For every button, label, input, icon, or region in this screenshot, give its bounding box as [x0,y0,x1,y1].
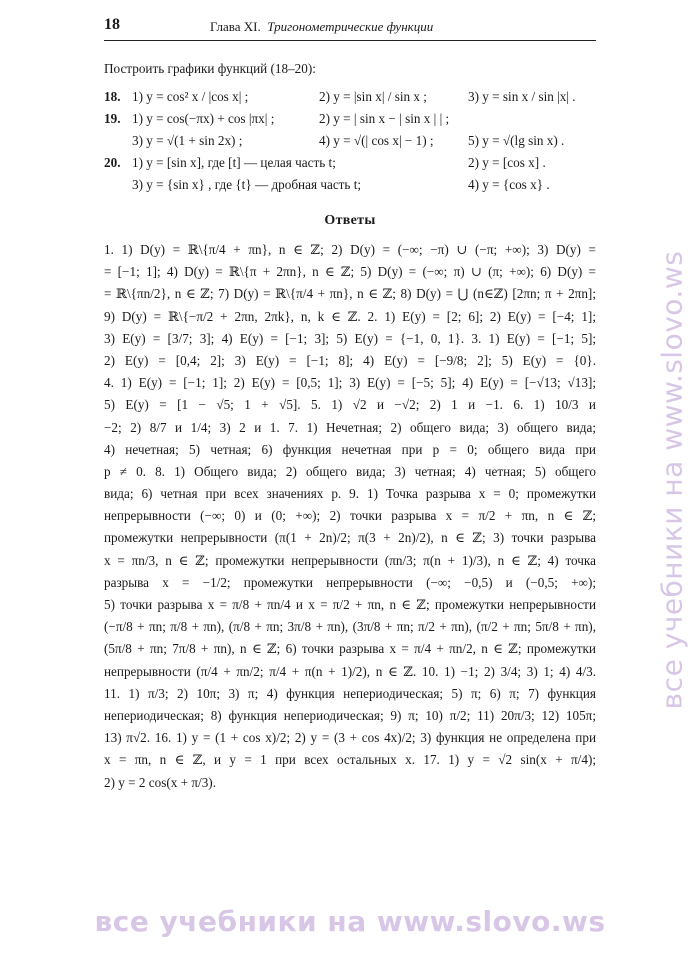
problem-item: 3) y = sin x / sin |x| . [468,88,576,104]
problem-item: 1) y = cos² x / |cos x| ; [132,88,249,104]
answer-line: вида; 6) четная при всех значениях p. 9. 1) Точка разрыва x = 0; промежутки [104,486,596,502]
answer-line: 11. 1) π/3; 2) 10π; 3) π; 4) функция непериодическая; 5) π; 6) π; 7) функция [104,685,596,701]
page-number: 18 [104,16,120,33]
problem-item: 2) y = | sin x − | sin x | | ; [319,110,450,126]
answers-heading: Ответы [324,212,376,228]
answer-line: непрерывности (−∞; 0) и (0; +∞); 2) точки разрыва x = π/2 + πn, n ∈ ℤ; [104,508,596,524]
side-watermark-text: все учебники на www.slovo.ws [655,250,689,710]
problem-item: 3) y = √(1 + sin 2x) ; [132,132,243,148]
problem-number: 20. [104,154,121,170]
problem-item: 1) y = [sin x], где [t] — целая часть t; [132,154,336,170]
answer-line: 1. 1) D(y) = ℝ\{π/4 + πn}, n ∈ ℤ; 2) D(y) = (−∞; −π) ∪ (−π; +∞); 3) D(y) = [104,242,596,257]
chapter-title: Тригонометрические функции [267,19,434,34]
answer-line: промежутки непрерывности (π(1 + 2n)/2; π(3 + 2n)/2), n ∈ ℤ; 3) точки разрыва [104,530,596,546]
problem-18 [104,86,596,108]
problem-19-row2 [104,130,596,152]
answer-line: 4) нечетная; 5) четная; 6) функция нечетная при p = 0; общего вида при [104,441,596,457]
problem-20-row1 [104,152,596,174]
running-title [210,19,433,35]
problem-item: 1) y = cos(−πx) + cos |πx| ; [132,110,275,126]
answer-line: p ≠ 0. 8. 1) Общего вида; 2) общего вида; 3) четная; 4) четная; 5) общего [104,463,596,479]
problem-item: 4) y = √(| cos x| − 1) ; [319,132,434,148]
answers-text [104,239,596,794]
problem-20-row2 [104,174,596,196]
side-watermark [652,130,692,830]
problem-19-row1 [104,108,596,130]
answer-line: −2; 2) 8/7 и 1/4; 3) 2 и 1. 7. 1) Нечетная; 2) общего вида; 3) общего вида; [104,419,596,435]
answer-line: 9) D(y) = ℝ\{−π/2 + 2πn, 2πk}, n, k ∈ ℤ. 2. 1) E(y) = [2; 6]; 2) E(y) = [−4; 1]; [104,308,596,324]
answer-line: 4. 1) E(y) = [−1; 1]; 2) E(y) = [0,5; 1]; 3) E(y) = [−5; 5]; 4) E(y) = [−√13; √13]; [104,375,596,391]
problem-item: 5) y = √(lg sin x) . [468,132,565,148]
answer-line: непериодическая; 8) функция непериодическая; 9) π; 10) π/2; 11) 20π/3; 12) 105π; [104,707,596,723]
page-header [104,14,596,41]
answer-line: (5π/8 + πn; 7π/8 + πn), n ∈ ℤ; 6) точки разрыва x = π/4 + πn/2, n ∈ ℤ; промежутки [104,641,596,657]
problem-item: 2) y = [cos x] . [468,154,546,170]
answer-line: (−π/8 + πn; π/8 + πn), (π/8 + πn; 3π/8 + πn), (3π/8 + πn; π/2 + πn), (π/2 + πn; 5π/8 + πn), [104,619,596,635]
answer-line: 3) E(y) = [3/7; 3]; 4) E(y) = [−1; 3]; 5) E(y) = {−1, 0, 1}. 3. 1) E(y) = [−1; 5]; [104,330,596,346]
bottom-watermark: все учебники на www.slovo.ws [94,905,606,938]
answer-line: = [−1; 1]; 4) D(y) = ℝ\{π + 2πn}, n ∈ ℤ; 5) D(y) = (−∞; π) ∪ (π; +∞); 6) D(y) = [104,264,596,280]
problem-item: 2) y = |sin x| / sin x ; [319,88,427,104]
answer-line: 2) y = 2 cos(x + π/3). [104,774,216,790]
answer-line: разрыва x = −1/2; промежутки непрерывности (−∞; −0,5) и (−0,5; +∞); [104,574,596,590]
answer-line: 13) π√2. 16. 1) y = (1 + cos x)/2; 2) y = (3 + cos 4x)/2; 3) функция не определена при [104,730,596,746]
chapter-label: Глава XI. [210,19,261,34]
problem-item: 4) y = {cos x} . [468,176,550,192]
answer-line: 5) E(y) = [1 − √5; 1 + √5]. 5. 1) √2 и −√2; 2) 1 и −1. 6. 1) 10/3 и [104,397,596,413]
answer-line: = ℝ\{πn/2}, n ∈ ℤ; 7) D(y) = ℝ\{π/4 + πn}, n ∈ ℤ; 8) D(y) = ⋃ (n∈ℤ) [2πn; π + 2πn]; [104,286,596,302]
answer-line: x = πn/3, n ∈ ℤ; промежутки непрерывности (πn/3; π(n + 1)/3), n ∈ ℤ; 4) точка [104,552,596,568]
answer-line: непрерывности (π/4 + πn/2; π/4 + π(n + 1)/2), n ∈ ℤ. 10. 1) −1; 2) 3/4; 3) 1; 4) 4/3. [104,663,596,679]
problem-number: 19. [104,110,121,126]
problem-item: 3) y = {sin x} , где {t} — дробная часть t; [132,176,362,192]
exercise-intro: Построить графики функций (18–20): [104,61,316,76]
answer-line: x = πn, n ∈ ℤ, и y = 1 при всех остальных x. 17. 1) y = √2 sin(x + π/4); [104,752,596,768]
answer-line: 2) E(y) = [0,4; 2]; 3) E(y) = [−1; 8]; 4) E(y) = [−9/8; 2]; 5) E(y) = {0}. [104,352,596,368]
page-body [104,58,596,794]
answer-line: 5) точки разрыва x = π/8 + πn/4 и x = π/2 + πn, n ∈ ℤ; промежутки непрерывности [104,597,596,612]
problem-number: 18. [104,88,121,104]
